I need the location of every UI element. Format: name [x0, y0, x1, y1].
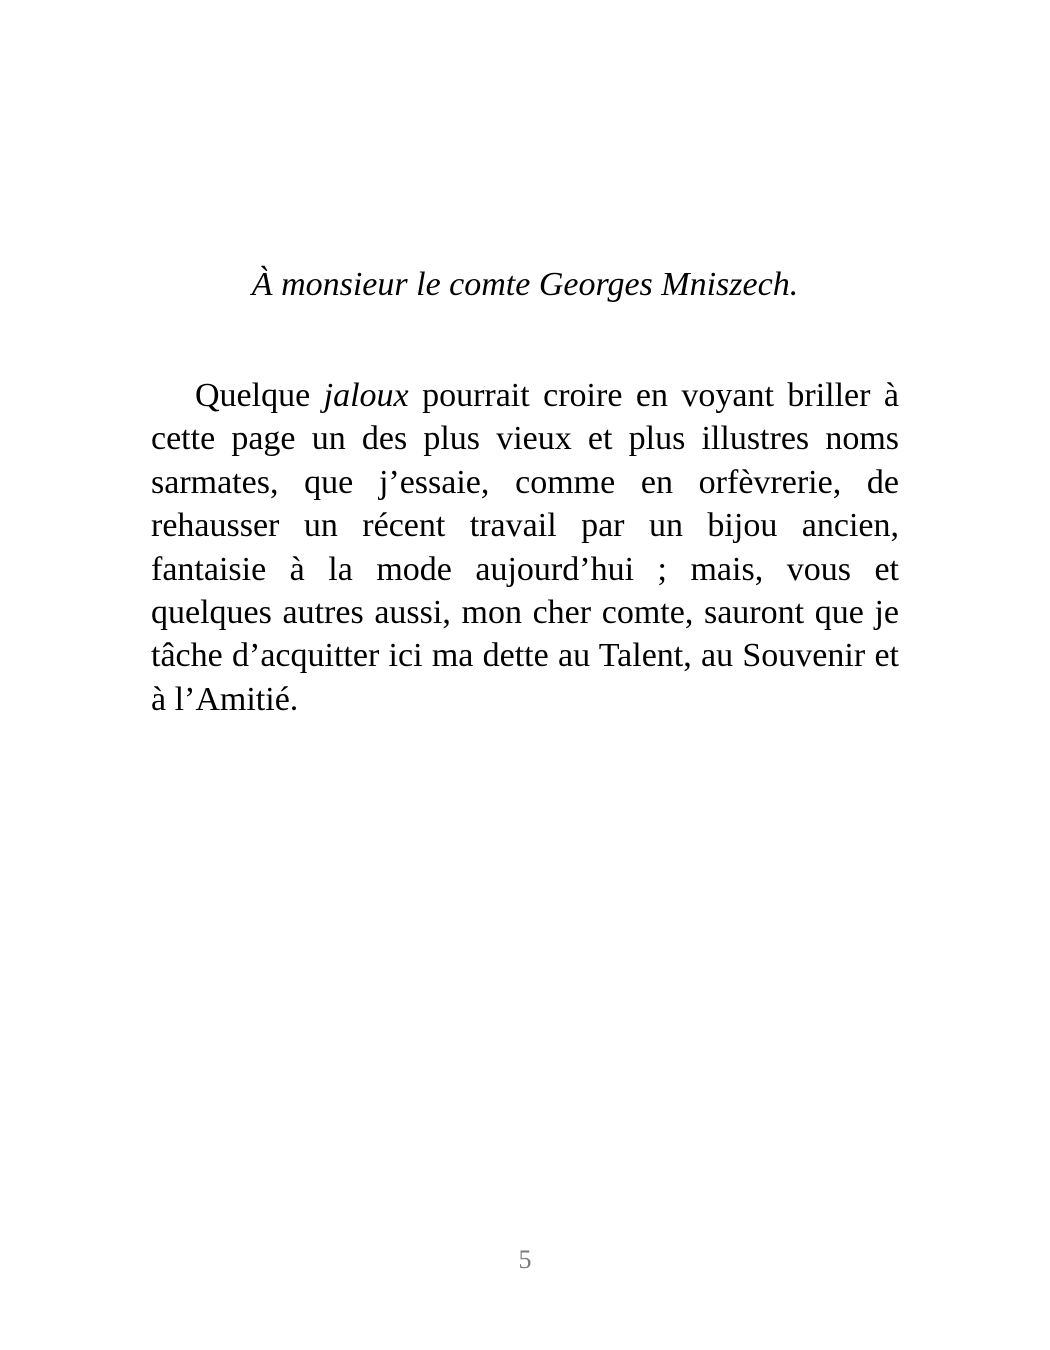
page-number: 5	[518, 1245, 532, 1274]
paragraph-text-start: Quelque	[195, 377, 324, 414]
dedication-line: À monsieur le comte Georges Mniszech.	[251, 266, 799, 303]
dedication-paragraph	[151, 374, 899, 721]
emphasized-word: jaloux	[323, 377, 409, 414]
paragraph-text-rest: pourrait croire en voyant briller à cette page un des plus vieux et plus illustres noms sarmates, que j’essaie, comme en orfèvrerie, de rehausser un récent travail par un bijou ancien, fantaisie à la mode aujourd’hui ; mais, vous et quelques autres aussi, mon cher comte, sauront que je tâche d’acquitter ici ma dette au Talent, au Souvenir et à l’Amitié.	[151, 377, 899, 718]
